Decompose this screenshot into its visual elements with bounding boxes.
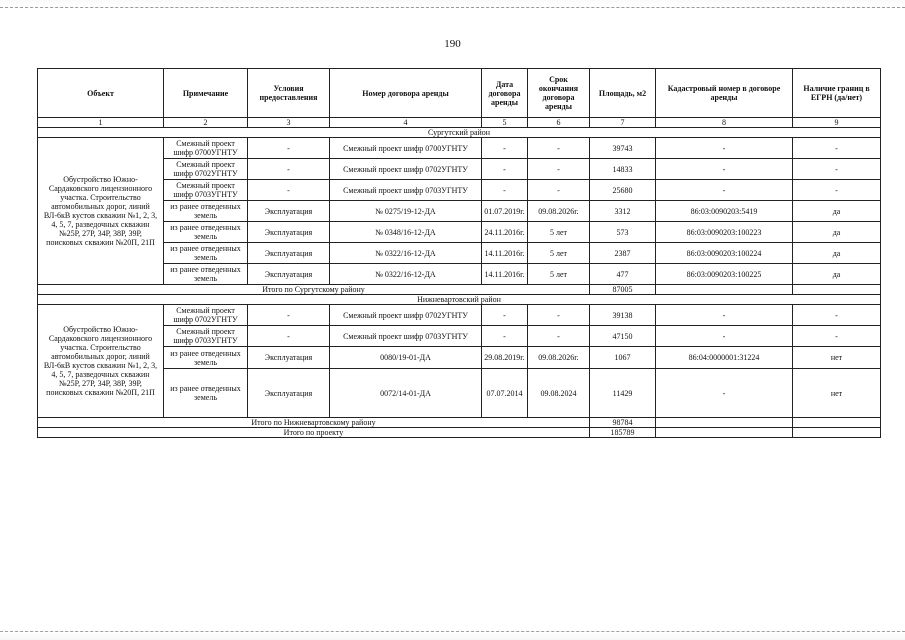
contract-number-cell: Смежный проект шифр 0703УГНТУ	[330, 180, 482, 201]
region-total-label: Итого по Сургутскому району	[38, 285, 590, 295]
table-row	[38, 369, 881, 418]
scan-edge-top	[0, 0, 905, 8]
note-cell: Смежный проект шифр 0703УГНТУ	[164, 326, 248, 347]
col-number: 1	[38, 118, 164, 128]
note-cell: Смежный проект шифр 0702УГНТУ	[164, 305, 248, 326]
area-cell: 477	[590, 264, 656, 285]
col-number: 8	[656, 118, 793, 128]
empty-cell	[656, 428, 793, 438]
contract-end-cell: -	[528, 138, 590, 159]
empty-cell	[656, 418, 793, 428]
region-title: Сургутский район	[38, 128, 881, 138]
note-cell: из ранее отведенных земель	[164, 243, 248, 264]
header-note: Примечание	[164, 69, 248, 118]
contract-date-cell: -	[482, 159, 528, 180]
grand-total-row	[38, 428, 881, 438]
contract-end-cell: 09.08.2026г.	[528, 347, 590, 369]
contract-date-cell: -	[482, 138, 528, 159]
contract-number-cell: № 0275/19-12-ДА	[330, 201, 482, 222]
cadastral-number-cell: -	[656, 369, 793, 418]
grand-total-area: 185789	[590, 428, 656, 438]
contract-end-cell: -	[528, 180, 590, 201]
cadastral-number-cell: -	[656, 326, 793, 347]
conditions-cell: Эксплуатация	[248, 201, 330, 222]
table-row	[38, 243, 881, 264]
cadastral-number-cell: -	[656, 180, 793, 201]
cadastral-number-cell: 86:03:0090203:100223	[656, 222, 793, 243]
cadastral-number-cell: 86:03:0090203:5419	[656, 201, 793, 222]
region-row	[38, 295, 881, 305]
area-cell: 11429	[590, 369, 656, 418]
header-contract-date: Дата договора аренды	[482, 69, 528, 118]
contract-date-cell: -	[482, 180, 528, 201]
area-cell: 14833	[590, 159, 656, 180]
contract-number-cell: № 0348/16-12-ДА	[330, 222, 482, 243]
contract-number-cell: 0072/14-01-ДА	[330, 369, 482, 418]
note-cell: из ранее отведенных земель	[164, 347, 248, 369]
table-row	[38, 264, 881, 285]
region-row	[38, 128, 881, 138]
area-cell: 1067	[590, 347, 656, 369]
region-total-area: 98784	[590, 418, 656, 428]
conditions-cell: -	[248, 180, 330, 201]
scan-edge-bottom	[0, 631, 905, 640]
contract-number-cell: № 0322/16-12-ДА	[330, 243, 482, 264]
table-row	[38, 305, 881, 326]
header-area: Площадь, м2	[590, 69, 656, 118]
contract-end-cell: 5 лет	[528, 243, 590, 264]
conditions-cell: -	[248, 138, 330, 159]
cadastral-number-cell: 86:03:0090203:100224	[656, 243, 793, 264]
note-cell: Смежный проект шифр 0700УГНТУ	[164, 138, 248, 159]
contract-end-cell: -	[528, 159, 590, 180]
empty-cell	[793, 285, 881, 295]
region-total-row	[38, 418, 881, 428]
column-number-row	[38, 118, 881, 128]
col-number: 4	[330, 118, 482, 128]
empty-cell	[793, 418, 881, 428]
header-cadastral-number: Кадастровый номер в договоре аренды	[656, 69, 793, 118]
note-cell: из ранее отведенных земель	[164, 369, 248, 418]
conditions-cell: Эксплуатация	[248, 264, 330, 285]
egrn-cell: -	[793, 159, 881, 180]
area-cell: 3312	[590, 201, 656, 222]
land-lease-table	[37, 68, 881, 438]
col-number: 7	[590, 118, 656, 128]
area-cell: 47150	[590, 326, 656, 347]
contract-end-cell: 09.08.2026г.	[528, 201, 590, 222]
note-cell: из ранее отведенных земель	[164, 264, 248, 285]
contract-number-cell: Смежный проект шифр 0700УГНТУ	[330, 138, 482, 159]
contract-end-cell: 09.08.2024	[528, 369, 590, 418]
note-cell: Смежный проект шифр 0702УГНТУ	[164, 159, 248, 180]
area-cell: 39743	[590, 138, 656, 159]
table-row	[38, 326, 881, 347]
object-description: Обустройство Южно-Сардаковского лицензионного участка. Строительство автомобильных дорог, линий ВЛ-6кВ кустов скважин №1, 2, 3, 4, 5, 7, разведочных скважин №25Р, 27Р, 34Р, 38Р, 39Р, поисковых скважин №20П, 21П	[38, 138, 164, 285]
contract-date-cell: -	[482, 305, 528, 326]
area-cell: 39138	[590, 305, 656, 326]
contract-number-cell: Смежный проект шифр 0702УГНТУ	[330, 305, 482, 326]
contract-number-cell: № 0322/16-12-ДА	[330, 264, 482, 285]
conditions-cell: Эксплуатация	[248, 369, 330, 418]
egrn-cell: нет	[793, 347, 881, 369]
note-cell: из ранее отведенных земель	[164, 201, 248, 222]
region-total-area: 87005	[590, 285, 656, 295]
header-conditions: Условия предоставления	[248, 69, 330, 118]
contract-date-cell: 24.11.2016г.	[482, 222, 528, 243]
conditions-cell: -	[248, 159, 330, 180]
cadastral-number-cell: -	[656, 138, 793, 159]
header-egrn: Наличие границ в ЕГРН (да/нет)	[793, 69, 881, 118]
egrn-cell: -	[793, 326, 881, 347]
contract-end-cell: -	[528, 305, 590, 326]
conditions-cell: -	[248, 305, 330, 326]
contract-number-cell: 0080/19-01-ДА	[330, 347, 482, 369]
egrn-cell: да	[793, 222, 881, 243]
header-object: Объект	[38, 69, 164, 118]
contract-date-cell: -	[482, 326, 528, 347]
table-row	[38, 159, 881, 180]
cadastral-number-cell: -	[656, 159, 793, 180]
cadastral-number-cell: -	[656, 305, 793, 326]
region-title: Нижневартовский район	[38, 295, 881, 305]
contract-number-cell: Смежный проект шифр 0703УГНТУ	[330, 326, 482, 347]
region-total-label: Итого по Нижневартовскому району	[38, 418, 590, 428]
grand-total-label: Итого по проекту	[38, 428, 590, 438]
cadastral-number-cell: 86:03:0090203:100225	[656, 264, 793, 285]
area-cell: 573	[590, 222, 656, 243]
egrn-cell: да	[793, 243, 881, 264]
contract-end-cell: 5 лет	[528, 222, 590, 243]
egrn-cell: да	[793, 201, 881, 222]
col-number: 3	[248, 118, 330, 128]
contract-date-cell: 01.07.2019г.	[482, 201, 528, 222]
col-number: 5	[482, 118, 528, 128]
conditions-cell: Эксплуатация	[248, 243, 330, 264]
egrn-cell: -	[793, 180, 881, 201]
table-header-row	[38, 69, 881, 118]
cadastral-number-cell: 86:04:0000001:31224	[656, 347, 793, 369]
contract-end-cell: 5 лет	[528, 264, 590, 285]
contract-date-cell: 29.08.2019г.	[482, 347, 528, 369]
col-number: 9	[793, 118, 881, 128]
contract-date-cell: 07.07.2014	[482, 369, 528, 418]
note-cell: Смежный проект шифр 0703УГНТУ	[164, 180, 248, 201]
header-contract-number: Номер договора аренды	[330, 69, 482, 118]
contract-date-cell: 14.11.2016г.	[482, 264, 528, 285]
empty-cell	[793, 428, 881, 438]
col-number: 2	[164, 118, 248, 128]
empty-cell	[656, 285, 793, 295]
table-row	[38, 180, 881, 201]
egrn-cell: -	[793, 305, 881, 326]
header-contract-end: Срок окончания договора аренды	[528, 69, 590, 118]
region-total-row	[38, 285, 881, 295]
conditions-cell: Эксплуатация	[248, 347, 330, 369]
page-number: 190	[444, 38, 461, 50]
object-description: Обустройство Южно-Сардаковского лицензионного участка. Строительство автомобильных дорог, линий ВЛ-6кВ кустов скважин №1, 2, 3, 4, 5, 7, разведочных скважин №25Р, 27Р, 34Р, 38Р, 39Р, поисковых скважин №20П, 21П	[38, 305, 164, 418]
egrn-cell: да	[793, 264, 881, 285]
contract-number-cell: Смежный проект шифр 0702УГНТУ	[330, 159, 482, 180]
table-row	[38, 201, 881, 222]
egrn-cell: нет	[793, 369, 881, 418]
contract-date-cell: 14.11.2016г.	[482, 243, 528, 264]
egrn-cell: -	[793, 138, 881, 159]
conditions-cell: Эксплуатация	[248, 222, 330, 243]
area-cell: 2387	[590, 243, 656, 264]
area-cell: 25680	[590, 180, 656, 201]
conditions-cell: -	[248, 326, 330, 347]
contract-end-cell: -	[528, 326, 590, 347]
col-number: 6	[528, 118, 590, 128]
table-row	[38, 222, 881, 243]
table-row	[38, 347, 881, 369]
table-row	[38, 138, 881, 159]
note-cell: из ранее отведенных земель	[164, 222, 248, 243]
